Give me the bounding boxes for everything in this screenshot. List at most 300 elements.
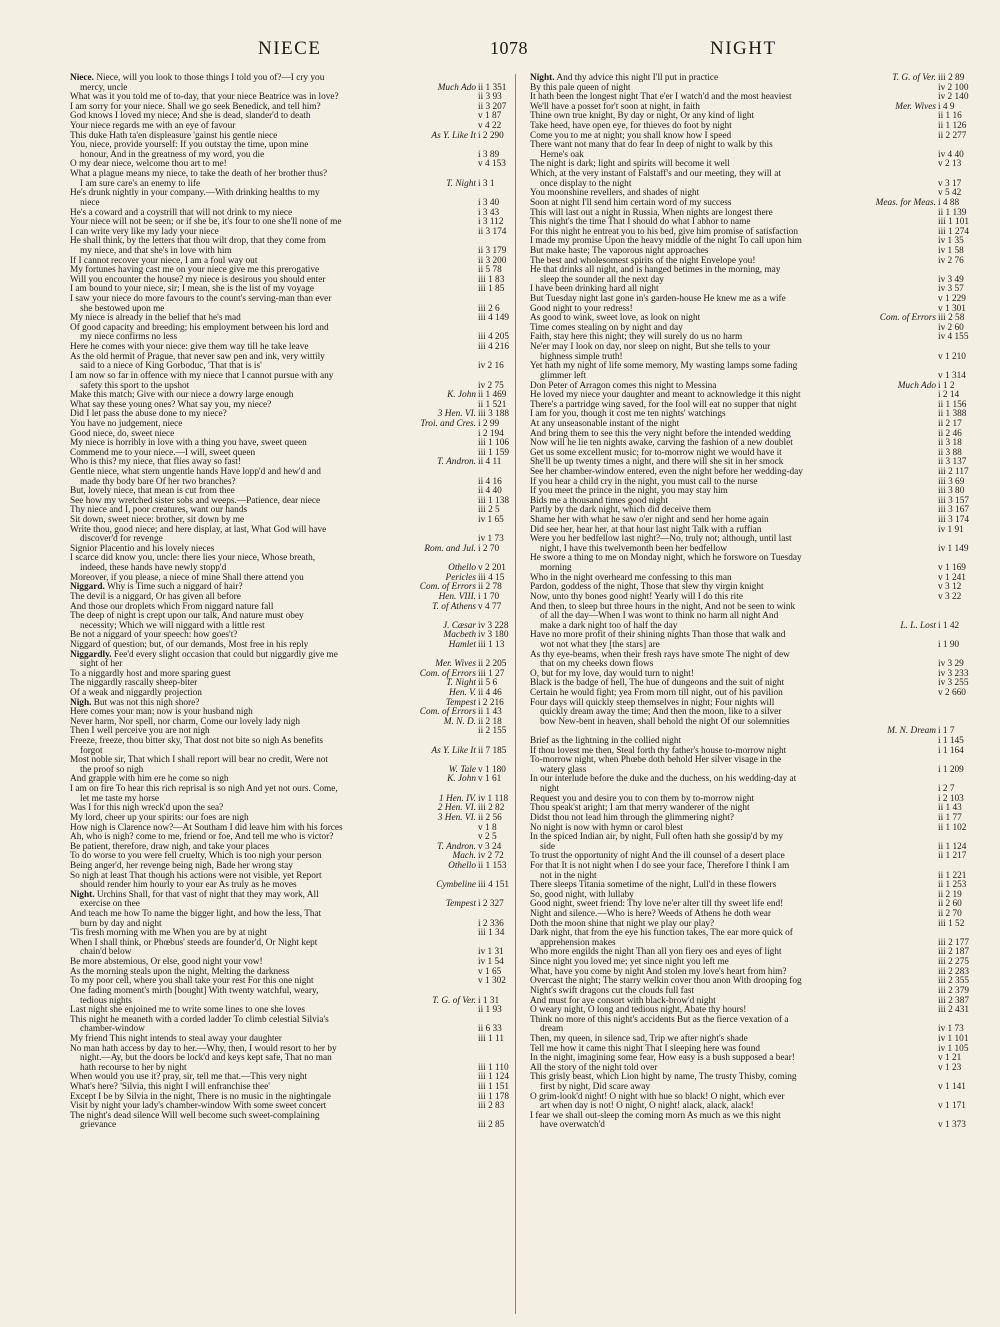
quotation: I can write very like my lady your niece <box>70 226 219 237</box>
quotation: said to a niece of King Gorboduc, 'That that is is' <box>80 361 262 372</box>
quotation: The night's dead silence Will well become such sweet-complaining <box>70 1110 320 1121</box>
act-scene-line-ref: i 1 7 <box>936 727 968 737</box>
quotation: I have been drinking hard all night <box>530 284 659 295</box>
act-scene-line-ref: iii 1 101 <box>938 217 969 228</box>
act-scene-line-ref: v 1 141 <box>936 1083 968 1093</box>
quotation: The best and wholesomest spirits of the night Envelope you! <box>530 255 756 266</box>
quotation: glimmer left <box>540 370 587 381</box>
act-scene-line-ref: i 2 70 <box>476 545 508 555</box>
act-scene-line-ref: ii 2 17 <box>936 420 968 430</box>
quotation: My lord, cheer up your spirits: our foes are nigh <box>70 812 249 823</box>
act-scene-line-ref: iv 1 31 <box>476 948 508 958</box>
act-scene-line-ref: v 1 301 <box>936 305 968 315</box>
quotation: By this pale queen of night <box>530 82 631 93</box>
quotation: Pardon, goddess of the night, Those that slew thy virgin knight <box>530 582 764 593</box>
quotation: He that drinks all night, and is hanged betimes in the morning, may <box>530 265 781 276</box>
quotation: Then, my queen, in silence sad, Trip we after night's shade <box>530 1033 748 1044</box>
quotation: Be more abstemious, Or else, good night your vow! <box>70 957 263 968</box>
act-scene-line-ref: ii 1 93 <box>476 1006 508 1016</box>
quotation: Black is the badge of hell, The hue of dungeons and the suit of night <box>530 678 785 689</box>
act-scene-line-ref: iv 2 72 <box>476 852 508 862</box>
quotation: I am bound to your niece, sir; I mean, she is the list of my voyage <box>70 284 314 295</box>
concordance-line <box>530 554 968 564</box>
play-title: Pericles <box>445 572 476 583</box>
act-scene-line-ref: ii 3 174 <box>478 226 507 237</box>
act-scene-line-ref: iii 4 151 <box>478 880 509 891</box>
act-scene-line-ref: ii 1 77 <box>936 814 968 824</box>
act-scene-line-ref: i 2 7 <box>936 785 968 795</box>
quotation: Here he comes with your niece: give them way till he take leave <box>70 342 309 353</box>
quotation: Request you and desire you to con them by to-morrow night <box>530 793 755 804</box>
quotation-text <box>530 1016 789 1026</box>
act-scene-line-ref: v 1 65 <box>476 968 508 978</box>
act-scene-line-ref: iv 1 105 <box>938 1043 969 1054</box>
quotation: I scarce did know you, uncle: there lies your niece, Whose breath, <box>70 553 316 564</box>
quotation: But was not this nigh shore? <box>93 697 200 708</box>
act-scene-line-ref: ii 1 521 <box>478 399 507 410</box>
act-scene-line-ref: i 2 290 <box>476 132 508 142</box>
play-title: Much Ado <box>897 380 936 391</box>
quotation: Be not a niggard of your speech: how goes't? <box>70 630 238 641</box>
act-scene-line-ref: iii 1 11 <box>476 1035 508 1045</box>
act-scene-line-ref: ii 2 70 <box>936 910 968 920</box>
entry-keyword: Niggardly. <box>70 649 112 660</box>
act-scene-line-ref: v 2 660 <box>936 689 968 699</box>
play-title: Hamlet <box>448 639 476 650</box>
act-scene-line-ref: v 1 171 <box>936 1102 968 1112</box>
quotation: Shame her with what he saw o'er night and send her home again <box>530 515 769 526</box>
act-scene-line-ref: ii 1 16 <box>936 112 968 122</box>
act-scene-line-ref: iv 1 118 <box>478 793 509 804</box>
quotation: And must for aye consort with black-brow'd night <box>530 995 716 1006</box>
quotation: Last night she enjoined me to write some lines to one she loves <box>70 1005 305 1016</box>
quotation: made thy body bare Of her two branches? <box>80 476 236 487</box>
quotation: niece <box>80 197 100 208</box>
quotation: Did I let pass the abuse done to my niece? <box>70 409 227 420</box>
quotation: Then I well perceive you are not nigh <box>70 726 210 737</box>
quotation: Come you to me at night; you shall know how I speed <box>530 130 732 141</box>
play-title: L. L. Lost <box>900 620 936 631</box>
quotation: Night and silence.—Who is here? Weeds of Athens he doth wear <box>530 909 771 920</box>
quotation: Time comes stealing on by night and day <box>530 322 683 333</box>
act-scene-line-ref: iv 1 101 <box>938 1033 969 1044</box>
act-scene-line-ref: ii 1 124 <box>938 841 967 852</box>
quotation: Being anger'd, her revenge being nigh, Bade her wrong stay <box>70 860 293 871</box>
act-scene-line-ref: ii 7 185 <box>478 745 507 756</box>
quotation: exercise on thee <box>80 899 140 910</box>
play-title: Mer. Wives <box>895 101 936 112</box>
act-scene-line-ref: ii 3 207 <box>478 101 507 112</box>
quotation-text <box>540 718 790 728</box>
act-scene-line-ref: iii 3 167 <box>938 505 969 516</box>
act-scene-line-ref: i 2 327 <box>476 900 508 910</box>
act-scene-line-ref: i 1 31 <box>476 997 508 1007</box>
running-header <box>0 38 1000 64</box>
quotation: Take heed, have open eye, for thieves do foot by night <box>530 121 732 132</box>
play-title: T. G. of Ver. <box>432 995 476 1006</box>
quotation: Did see her, hear her, at that hour last night Talk with a ruffian <box>530 524 762 535</box>
quotation: Doth the moon shine that night we play our play? <box>530 918 715 929</box>
quotation: Didst thou not lead him through the glimmering night? <box>530 812 734 823</box>
quotation: Niggard of question; but, of our demands, Most free in his reply <box>70 639 309 650</box>
play-title: T. Night <box>446 178 476 189</box>
play-title: Hen. VIII. <box>438 591 476 602</box>
quotation: One fading moment's mirth [bought] With twenty watchful, weary, <box>70 985 319 996</box>
quotation: necessity; Which we will niggard with a little rest <box>80 620 265 631</box>
act-scene-line-ref: ii 2 18 <box>476 718 508 728</box>
act-scene-line-ref: i 1 90 <box>936 641 968 651</box>
quotation: Good night to your redress! <box>530 303 633 314</box>
quotation: But make haste; The vaporous night approaches <box>530 245 709 256</box>
concordance-line <box>530 775 968 785</box>
quotation: Tell me how it came this night That I sleeping here was found <box>530 1043 760 1054</box>
play-title: Com. of Errors <box>419 668 476 679</box>
act-scene-line-ref: i 3 89 <box>476 151 508 161</box>
act-scene-line-ref: iv 2 60 <box>936 324 968 334</box>
act-scene-line-ref: iii 4 216 <box>478 342 509 353</box>
act-scene-line-ref: iii 2 187 <box>938 947 969 958</box>
act-scene-line-ref: ii 3 93 <box>476 93 508 103</box>
quotation: that on my cheeks down flows <box>540 659 654 670</box>
play-title: T. Andron. <box>437 841 476 852</box>
act-scene-line-ref: iv 3 49 <box>936 276 968 286</box>
act-scene-line-ref: v 1 180 <box>476 766 508 776</box>
play-title: Much Ado <box>437 82 476 93</box>
concordance-line <box>70 1112 508 1122</box>
quotation: And those our droplets which From niggard nature fall <box>70 601 274 612</box>
quotation: Commend me to your niece.—I will, sweet queen <box>70 447 256 458</box>
quotation: tedious nights <box>80 995 132 1006</box>
quotation: The deep of night is crept upon our talk, And nature must obey <box>70 611 304 622</box>
quotation: I am on fire To hear this rich reprisal is so nigh And yet not ours. Come, <box>70 784 338 795</box>
quotation: Since night you loved me; yet since night you left me <box>530 957 729 968</box>
act-scene-line-ref: iv 3 228 <box>478 620 509 631</box>
quotation: Signior Placentio and his lovely nieces <box>70 543 215 554</box>
act-scene-line-ref: iv 2 16 <box>476 362 508 372</box>
act-scene-line-ref: iv 4 155 <box>938 332 969 343</box>
quotation: Have no more profit of their shining nights Than those that walk and <box>530 630 786 641</box>
act-scene-line-ref: v 1 169 <box>936 564 968 574</box>
quotation: What's here? 'Silvia, this night I will enfranchise thee' <box>70 1081 270 1092</box>
act-scene-line-ref: ii 2 46 <box>936 430 968 440</box>
quotation: Partly by the dark night, which did deceive them <box>530 505 711 516</box>
quotation: To-morrow night, when Phœbe doth behold Her silver visage in the <box>530 755 782 766</box>
quotation: first by night, Did scare away <box>540 1081 650 1092</box>
quotation: Thy niece and I, poor creatures, want our hands <box>70 505 248 516</box>
quotation: sleep the sounder all the next day <box>540 274 664 285</box>
quotation: honour, And in the greatness of my word, you die <box>80 149 265 160</box>
act-scene-line-ref: ii 1 388 <box>938 409 967 420</box>
quotation: When would you use it? pray, sir, tell me that.—This very night <box>70 1072 308 1083</box>
quotation: And grapple with him ere he come so nigh <box>70 774 229 785</box>
play-title: Rom. and Jul. <box>424 543 476 554</box>
quotation: To my poor cell, where you shall take your rest For this one night <box>70 976 314 987</box>
act-scene-line-ref: ii 6 33 <box>476 1025 508 1035</box>
quotation: I made my promise Upon the heavy middle of the night To call upon him <box>530 236 802 247</box>
act-scene-line-ref: iv 1 58 <box>936 247 968 257</box>
quotation: not in the night <box>540 870 597 881</box>
quotation: Write thou, good niece; and here display, at last, What God will have <box>70 524 327 535</box>
quotation: This duke Hath ta'en displeasure 'gainst his gentle niece <box>70 130 278 141</box>
act-scene-line-ref: iii 1 159 <box>478 447 509 458</box>
act-scene-line-ref: iii 1 138 <box>478 495 509 506</box>
act-scene-line-ref: iv 4 40 <box>936 151 968 161</box>
quotation: If thou lovest me then, Steal forth thy father's house to-morrow night <box>530 745 787 756</box>
quotation: Good niece, do, sweet niece <box>70 428 175 439</box>
entry-keyword: Night. <box>530 73 555 83</box>
quotation: make a dark night too of half the day <box>540 620 678 631</box>
quotation: He's drunk nightly in your company.—With drinking healths to my <box>70 188 320 199</box>
act-scene-line-ref: iii 1 13 <box>476 641 508 651</box>
act-scene-line-ref: iii 1 106 <box>478 438 509 449</box>
quotation: I fear we shall out-sleep the coming morn As much as we this night <box>530 1110 781 1121</box>
quotation: Overcast the night; The starry welkin cover thou anon With drooping fog <box>530 976 802 987</box>
play-title: As Y. Like It <box>431 745 476 756</box>
act-scene-line-ref: i 2 216 <box>476 699 508 709</box>
quotation: All the story of the night told over <box>530 1062 658 1073</box>
quotation: Ah, who is nigh? come to me, friend or foe, And tell me who is victor? <box>70 832 334 843</box>
act-scene-line-ref: iii 2 85 <box>476 1121 508 1131</box>
entry-keyword: Niggard. <box>70 582 105 593</box>
act-scene-line-ref: iii 3 69 <box>936 478 968 488</box>
quotation: No night is now with hymn or carol blest <box>530 822 683 833</box>
quotation: mercy, uncle <box>80 82 128 93</box>
quotation: For this night he entreat you to his bed, give him promise of satisfaction <box>530 226 799 237</box>
act-scene-line-ref: i 4 88 <box>936 199 968 209</box>
act-scene-line-ref: ii 2 205 <box>478 659 507 670</box>
act-scene-line-ref: v 1 373 <box>936 1121 968 1131</box>
quotation: Were you her bedfellow last night?—No, truly not; although, until last <box>530 534 792 545</box>
act-scene-line-ref: iii 2 89 <box>936 74 968 84</box>
page-number: 1078 <box>490 38 528 58</box>
quotation: This will last out a night in Russia, When nights are longest there <box>530 207 773 218</box>
act-scene-line-ref: i 2 103 <box>936 795 968 805</box>
act-scene-line-ref: iii 1 124 <box>478 1072 509 1083</box>
quotation: This night he meaneth with a corded ladder To climb celestial Silvia's <box>70 1014 329 1025</box>
quotation: You, niece, provide yourself: If you outstay the time, upon mine <box>70 140 309 151</box>
act-scene-line-ref: iii 1 110 <box>478 1062 509 1073</box>
act-scene-line-ref: v 1 61 <box>476 775 508 785</box>
quotation: Gentle niece, what stern ungentle hands Have lopp'd and hew'd and <box>70 466 321 477</box>
act-scene-line-ref: ii 3 179 <box>478 245 507 256</box>
entry-keyword: Nigh. <box>70 697 92 708</box>
quotation: He's a coward and a coystrill that will not drink to my niece <box>70 207 293 218</box>
quotation: Now, unto thy bones good night! Yearly will I do this rite <box>530 591 743 602</box>
act-scene-line-ref: v 4 77 <box>476 603 508 613</box>
concordance-line <box>70 939 508 949</box>
act-scene-line-ref: iii 2 387 <box>938 995 969 1006</box>
quotation: Of good capacity and breeding; his employment between his lord and <box>70 322 329 333</box>
quotation: Freeze, freeze, thou bitter sky, That dost not bite so nigh As benefits <box>70 736 324 747</box>
quotation: O grim-look'd night! O night with hue so black! O night, which ever <box>530 1091 785 1102</box>
quotation: Night's swift dragons cut the clouds full fast <box>530 985 695 996</box>
headword-left: NIECE <box>258 38 322 59</box>
quotation: chamber-window <box>80 1024 145 1035</box>
quotation: Yet hath my night of life some memory, My wasting lamps some fading <box>530 361 798 372</box>
quotation: my niece, and that she's in love with him <box>80 245 232 256</box>
quotation: There's a partridge wing saved, for the fool will eat no supper that night <box>530 399 797 410</box>
quotation: My fortunes having cast me on your niece give me this prerogative <box>70 265 320 276</box>
quotation: Never harm, Nor spell, nor charm, Come our lovely lady nigh <box>70 716 301 727</box>
quotation: In the night, imagining some fear, How easy is a bush supposed a bear! <box>530 1053 795 1064</box>
concordance-line <box>530 362 968 372</box>
headword-right: NIGHT <box>710 38 777 59</box>
quotation: wot not what they [the stars] are <box>540 639 660 650</box>
quotation: If I cannot recover your niece, I am a foul way out <box>70 255 258 266</box>
act-scene-line-ref: iii 2 355 <box>938 976 969 987</box>
quotation: And thy advice this night I'll put in practice <box>556 73 719 83</box>
quotation: the proof so nigh <box>80 764 144 775</box>
act-scene-line-ref: v 3 22 <box>936 593 968 603</box>
quotation-text <box>530 775 796 785</box>
act-scene-line-ref: iii 4 205 <box>478 332 509 343</box>
act-scene-line-ref: v 1 210 <box>936 353 968 363</box>
quotation: Think no more of this night's accidents But as the fierce vexation of a <box>530 1014 789 1025</box>
act-scene-line-ref: iv 2 76 <box>936 257 968 267</box>
act-scene-line-ref: ii 1 217 <box>938 851 967 862</box>
play-title: T. Andron. <box>437 457 476 468</box>
quotation: of all the day—When I was wont to think no harm all night And <box>540 611 779 622</box>
column-divider <box>515 74 516 1314</box>
act-scene-line-ref: ii 4 16 <box>476 478 508 488</box>
act-scene-line-ref: iv 1 91 <box>936 526 968 536</box>
act-scene-line-ref: ii 3 18 <box>936 439 968 449</box>
quotation: Most noble sir, That which I shall report will bear no credit, Were not <box>70 755 329 766</box>
quotation: Good night, sweet friend: Thy love ne'er alter till thy sweet life end! <box>530 899 784 910</box>
quotation: sight of her <box>80 659 123 670</box>
act-scene-line-ref: iii 2 82 <box>476 804 508 814</box>
quotation: I am now so far in offence with my niece that I cannot pursue with any <box>70 370 334 381</box>
quotation: And bring them to see this the very night before the intended wedding <box>530 428 791 439</box>
act-scene-line-ref: iii 1 83 <box>476 276 508 286</box>
play-title: As Y. Like It <box>431 130 476 141</box>
quotation: Four days will quickly steep themselves in night; Four nights will <box>530 697 775 708</box>
quotation: discover'd for revenge <box>80 534 163 545</box>
play-title: K. John <box>447 390 476 401</box>
act-scene-line-ref: v 1 21 <box>936 1054 968 1064</box>
act-scene-line-ref: ii 4 46 <box>476 689 508 699</box>
quotation: bow New-bent in heaven, shall behold the night Of our solemnities <box>540 716 790 727</box>
quotation: I saw your niece do more favours to the count's serving-man than ever <box>70 294 332 305</box>
act-scene-line-ref: ii 1 351 <box>478 82 507 93</box>
act-scene-line-ref: ii 1 221 <box>938 870 967 881</box>
act-scene-line-ref: iv 3 233 <box>938 668 969 679</box>
act-scene-line-ref: iii 2 275 <box>938 957 969 968</box>
act-scene-line-ref: ii 2 19 <box>936 891 968 901</box>
quotation: What, have you come by night And stolen my love's heart from him? <box>530 966 787 977</box>
quotation: forgot <box>80 745 103 756</box>
quotation: have overwatch'd <box>540 1120 605 1131</box>
quotation: O weary night, O long and tedious night, Abate thy hours! <box>530 1005 747 1016</box>
quotation: See how my wretched sister sobs and weeps.—Patience, dear niece <box>70 495 321 506</box>
quotation-text <box>540 1121 605 1131</box>
act-scene-line-ref: v 1 8 <box>476 824 508 834</box>
quotation-text <box>80 1121 116 1131</box>
quotation: Bids me a thousand times good night <box>530 495 668 506</box>
quotation: But, lovely niece, that mean is cut from thee <box>70 486 235 497</box>
concordance-line <box>530 1121 968 1131</box>
act-scene-line-ref: i 4 9 <box>936 103 968 113</box>
quotation: We'll have a posset for't soon at night, in faith <box>530 101 700 112</box>
quotation: The niggardly rascally sheep-biter <box>70 678 198 689</box>
quotation: If you hear a child cry in the night, you must call to the nurse <box>530 476 758 487</box>
act-scene-line-ref: iii 3 80 <box>936 487 968 497</box>
play-title: W. Tale <box>448 764 476 775</box>
quotation: But Tuesday night last gone in's garden-house He knew me as a wife <box>530 294 786 305</box>
act-scene-line-ref: ii 2 56 <box>476 814 508 824</box>
act-scene-line-ref: iv 1 54 <box>476 958 508 968</box>
play-title: Com. of Errors <box>419 707 476 718</box>
quotation: Fee'd every slight occasion that could but niggardly give me <box>113 649 338 660</box>
quotation: In the spiced Indian air, by night, Full often hath she gossip'd by my <box>530 832 784 843</box>
concordance-line <box>530 833 968 843</box>
act-scene-line-ref: ii 2 78 <box>476 583 508 593</box>
concordance-line <box>530 756 968 766</box>
act-scene-line-ref: iii 2 379 <box>938 985 969 996</box>
concordance-line <box>530 141 968 151</box>
quotation: Visit by night your lady's chamber-window With some sweet concert <box>70 1101 327 1112</box>
act-scene-line-ref: iii 4 149 <box>478 313 509 324</box>
act-scene-line-ref: i 3 40 <box>476 199 508 209</box>
quotation: Why is Time such a niggard of hair? <box>107 582 243 593</box>
quotation: When I shall think, or Phœbus' steeds are founder'd, Or Night kept <box>70 937 318 948</box>
quotation: art when day is not! O night, O night! alack, alack, alack! <box>540 1101 754 1112</box>
quotation: As good to wink, sweet love, as look on night <box>530 313 701 324</box>
quotation-text <box>70 737 323 747</box>
quotation: At any unseasonable instant of the night <box>530 418 680 429</box>
act-scene-line-ref: ii 1 153 <box>478 860 507 871</box>
quotation: I am for you, though it cost me ten nights' watchings <box>530 409 726 420</box>
act-scene-line-ref: iii 3 174 <box>938 515 969 526</box>
act-scene-line-ref: v 4 22 <box>476 122 508 132</box>
act-scene-line-ref: v 2 201 <box>476 564 508 574</box>
quotation: highness simple truth! <box>540 351 623 362</box>
quotation: He loved my niece your daughter and meant to acknowledge it this night <box>530 390 801 401</box>
act-scene-line-ref: ii 4 11 <box>476 458 508 468</box>
act-scene-line-ref: v 3 24 <box>476 843 508 853</box>
quotation: Except I be by Silvia in the night, There is no music in the nightingale <box>70 1091 331 1102</box>
quotation: Ne'er may I look on day, nor sleep on night, But she tells to your <box>530 342 771 353</box>
act-scene-line-ref: v 1 241 <box>936 574 968 584</box>
quotation: let me taste my horse <box>80 793 160 804</box>
act-scene-line-ref: i 2 99 <box>476 420 508 430</box>
quotation: So, good night, with lullaby <box>530 889 634 900</box>
quotation: To a niggardly host and more sparing guest <box>70 668 231 679</box>
quotation: burn by day and night <box>80 918 162 929</box>
quotation: And teach me how To name the bigger light, and how the less, That <box>70 909 322 920</box>
quotation: Will you encounter the house? my niece is desirous you should enter <box>70 274 326 285</box>
act-scene-line-ref: iii 2 6 <box>476 305 508 315</box>
quotation: For that It is not night when I do see your face, Therefore I think I am <box>530 860 790 871</box>
act-scene-line-ref: iv 3 57 <box>936 285 968 295</box>
quotation: What say these young ones? What say you, my niece? <box>70 399 272 410</box>
act-scene-line-ref: i 1 164 <box>936 747 968 757</box>
play-title: 2 Hen. VI. <box>437 803 476 814</box>
quotation: It hath been the longest night That e'er I watch'd and the most heaviest <box>530 92 792 103</box>
quotation: once display to the night <box>540 178 632 189</box>
play-title: Othello <box>448 563 476 574</box>
act-scene-line-ref: v 5 42 <box>936 189 968 199</box>
quotation: If you meet the prince in the night, you may stay him <box>530 486 728 497</box>
play-title: T. G. of Ver. <box>892 73 936 83</box>
quotation: Urchins Shall, for that vast of night that they may work, All <box>96 889 319 900</box>
play-title: Com. of Errors <box>879 313 936 324</box>
quotation: Which, at the very instant of Falstaff's and our meeting, they will at <box>530 169 781 180</box>
act-scene-line-ref: ii 1 102 <box>938 822 967 833</box>
quotation: So nigh at least That though his actions were not visible, yet Report <box>70 870 322 881</box>
act-scene-line-ref: iii 2 283 <box>938 966 969 977</box>
act-scene-line-ref: ii 1 126 <box>938 121 967 132</box>
